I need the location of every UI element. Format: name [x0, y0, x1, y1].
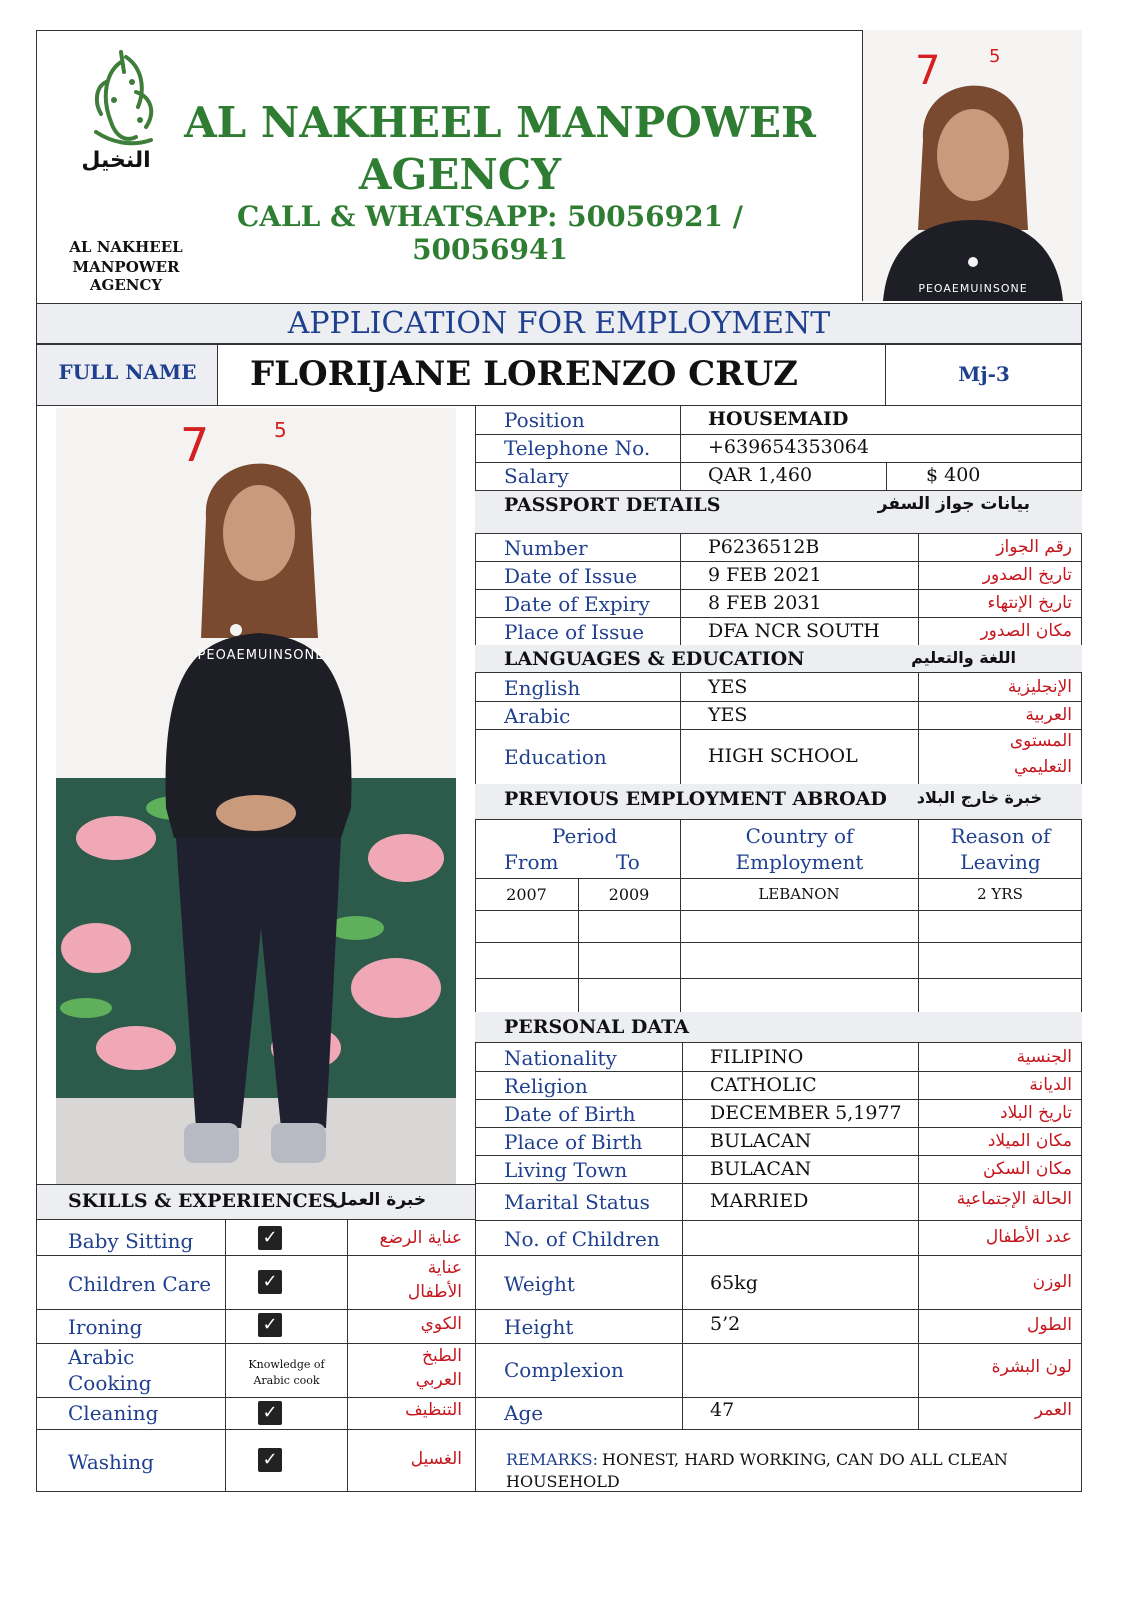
- height-ar: الطول: [1027, 1315, 1072, 1335]
- reason-header-2: Leaving: [960, 850, 1041, 874]
- passport-issue-value: 9 FEB 2021: [708, 564, 822, 586]
- telephone-value: +639654353064: [708, 436, 869, 458]
- nationality-label: Nationality: [504, 1046, 617, 1070]
- country-header-2: Employment: [735, 850, 864, 874]
- nationality-value: FILIPINO: [710, 1046, 804, 1068]
- header-shirt-text: PEOAEMUINSONE: [918, 282, 1028, 295]
- skill-children-care-ar-2: الأطفال: [407, 1282, 462, 1302]
- shirt-text: PEOAEMUINSONE: [197, 648, 325, 663]
- passport-expiry-value: 8 FEB 2031: [708, 592, 822, 614]
- to-header: To: [616, 850, 640, 874]
- applicant-code: Mj-3: [958, 362, 1010, 386]
- education-ar-1: المستوى: [1009, 731, 1072, 751]
- passport-number-value: P6236512B: [708, 536, 820, 558]
- english-value: YES: [708, 676, 748, 698]
- weight-value: 65kg: [710, 1272, 758, 1294]
- skill-baby-sitting: Baby Sitting: [68, 1229, 194, 1253]
- skill-arabic-cooking-ar-1: الطبخ: [422, 1346, 462, 1366]
- check-icon: ✓: [258, 1448, 282, 1472]
- skill-cleaning: Cleaning: [68, 1401, 159, 1425]
- weight-label: Weight: [504, 1272, 575, 1296]
- age-value: 47: [710, 1399, 735, 1421]
- check-icon: ✓: [258, 1226, 282, 1250]
- complexion-label: Complexion: [504, 1358, 624, 1382]
- pob-label: Place of Birth: [504, 1130, 643, 1154]
- position-value: HOUSEMAID: [708, 408, 849, 430]
- passport-title-ar: بيانات جواز السفر: [877, 494, 1030, 514]
- full-name-value: FLORIJANE LORENZO CRUZ: [250, 354, 798, 394]
- salary-usd: $ 400: [926, 464, 981, 486]
- header-photo: [862, 30, 1082, 301]
- salary-qar: QAR 1,460: [708, 464, 813, 486]
- passport-expiry-label: Date of Expiry: [504, 592, 650, 616]
- skills-title: SKILLS & EXPERIENCES: [68, 1190, 336, 1212]
- skill-arabic-cooking-1: Arabic: [68, 1345, 135, 1369]
- children-ar: عدد الأطفال: [985, 1227, 1072, 1247]
- children-label: No. of Children: [504, 1227, 660, 1251]
- logo-caption-2: MANPOWER AGENCY: [72, 258, 180, 294]
- form-title: APPLICATION FOR EMPLOYMENT: [287, 306, 831, 341]
- dob-value: DECEMBER 5,1977: [710, 1102, 902, 1124]
- photo-mark-seven-2: 7: [180, 418, 210, 472]
- telephone-label: Telephone No.: [504, 436, 651, 460]
- passport-place-ar: مكان الصدور: [980, 621, 1072, 641]
- agency-contact: CALL & WHATSAPP: 50056921 / 50056941: [236, 200, 744, 266]
- prev-from: 2007: [506, 885, 547, 904]
- salary-label: Salary: [504, 464, 569, 488]
- logo-caption-1: AL NAKHEEL: [69, 238, 183, 256]
- passport-place-label: Place of Issue: [504, 620, 645, 644]
- arabic-cook-note-1: Knowledge of: [248, 1358, 325, 1371]
- photo-mark-five: 5: [989, 46, 1001, 67]
- complexion-ar: لون البشرة: [991, 1357, 1072, 1377]
- height-value: 5’2: [710, 1313, 741, 1335]
- arabic-cook-note-2: Arabic cook: [253, 1374, 320, 1387]
- arabic-label: Arabic: [504, 704, 571, 728]
- marital-value: MARRIED: [710, 1190, 809, 1212]
- languages-title-ar: اللغة والتعليم: [911, 648, 1016, 667]
- prev-reason: 2 YRS: [977, 885, 1023, 903]
- check-icon: ✓: [258, 1401, 282, 1425]
- pob-value: BULACAN: [710, 1130, 812, 1152]
- previous-title: PREVIOUS EMPLOYMENT ABROAD: [504, 788, 887, 810]
- skill-arabic-cooking-ar-2: العربي: [415, 1370, 462, 1390]
- education-ar-2: التعليمي: [1014, 757, 1072, 777]
- from-header: From: [504, 850, 559, 874]
- age-ar: العمر: [1034, 1400, 1072, 1420]
- photo-mark-five-2: 5: [274, 418, 287, 442]
- passport-issue-label: Date of Issue: [504, 564, 638, 588]
- remarks-label: REMARKS:: [506, 1450, 599, 1469]
- height-label: Height: [504, 1315, 574, 1339]
- pob-ar: مكان الميلاد: [987, 1131, 1072, 1151]
- skill-arabic-cooking-2: Cooking: [68, 1371, 152, 1395]
- religion-ar: الديانة: [1029, 1075, 1072, 1095]
- marital-label: Marital Status: [504, 1190, 650, 1214]
- arabic-value: YES: [708, 704, 748, 726]
- position-label: Position: [504, 408, 585, 432]
- english-ar: الإنجليزية: [1007, 677, 1072, 697]
- previous-title-ar: خبرة خارج البلاد: [916, 788, 1042, 807]
- remarks-line1: HONEST, HARD WORKING, CAN DO ALL CLEAN: [602, 1450, 1008, 1469]
- passport-issue-ar: تاريخ الصدور: [982, 565, 1072, 585]
- religion-value: CATHOLIC: [710, 1074, 817, 1096]
- check-icon: ✓: [258, 1313, 282, 1337]
- passport-place-value: DFA NCR SOUTH: [708, 620, 880, 642]
- skills-title-ar: خبرة العمل: [332, 1190, 427, 1210]
- skill-children-care-ar-1: عناية: [427, 1258, 462, 1278]
- skill-washing: Washing: [68, 1450, 154, 1474]
- passport-title: PASSPORT DETAILS: [504, 494, 721, 516]
- table-row: [475, 878, 1082, 910]
- full-name-label: FULL NAME: [58, 360, 197, 384]
- agency-name-line1: AL NAKHEEL MANPOWER: [184, 98, 816, 147]
- living-town-ar: مكان السكن: [983, 1159, 1072, 1179]
- skill-ironing: Ironing: [68, 1315, 143, 1339]
- passport-number-ar: رقم الجواز: [996, 537, 1072, 557]
- education-label: Education: [504, 745, 607, 769]
- photo-mark-seven: 7: [915, 48, 941, 94]
- skill-baby-sitting-ar: عناية الرضع: [379, 1228, 462, 1248]
- dob-label: Date of Birth: [504, 1102, 636, 1126]
- skill-washing-ar: الغسيل: [410, 1449, 462, 1469]
- marital-ar: الحالة الإجتماعية: [956, 1189, 1072, 1209]
- passport-expiry-ar: تاريخ الإنتهاء: [987, 593, 1072, 613]
- period-header: Period: [552, 824, 618, 848]
- prev-country: LEBANON: [758, 885, 840, 903]
- passport-number-label: Number: [504, 536, 588, 560]
- skill-children-care: Children Care: [68, 1272, 212, 1296]
- education-value: HIGH SCHOOL: [708, 745, 858, 767]
- remarks-line2: HOUSEHOLD: [506, 1472, 620, 1491]
- living-town-label: Living Town: [504, 1158, 628, 1182]
- english-label: English: [504, 676, 581, 700]
- languages-title: LANGUAGES & EDUCATION: [504, 648, 805, 670]
- age-label: Age: [504, 1401, 544, 1425]
- personal-title: PERSONAL DATA: [504, 1016, 689, 1038]
- skill-cleaning-ar: التنظيف: [405, 1400, 462, 1420]
- arabic-ar: العربية: [1025, 705, 1072, 725]
- nationality-ar: الجنسية: [1016, 1047, 1072, 1067]
- country-header-1: Country of: [745, 824, 854, 848]
- check-icon: ✓: [258, 1270, 282, 1294]
- living-town-value: BULACAN: [710, 1158, 812, 1180]
- reason-header-1: Reason of: [950, 824, 1051, 848]
- agency-name-line2: AGENCY: [358, 150, 562, 199]
- weight-ar: الوزن: [1032, 1272, 1072, 1292]
- prev-to: 2009: [608, 885, 650, 904]
- logo-arabic-text: النخيل: [81, 148, 151, 173]
- religion-label: Religion: [504, 1074, 588, 1098]
- dob-ar: تاريخ البلاد: [1000, 1103, 1072, 1123]
- skill-ironing-ar: الكوي: [420, 1314, 462, 1334]
